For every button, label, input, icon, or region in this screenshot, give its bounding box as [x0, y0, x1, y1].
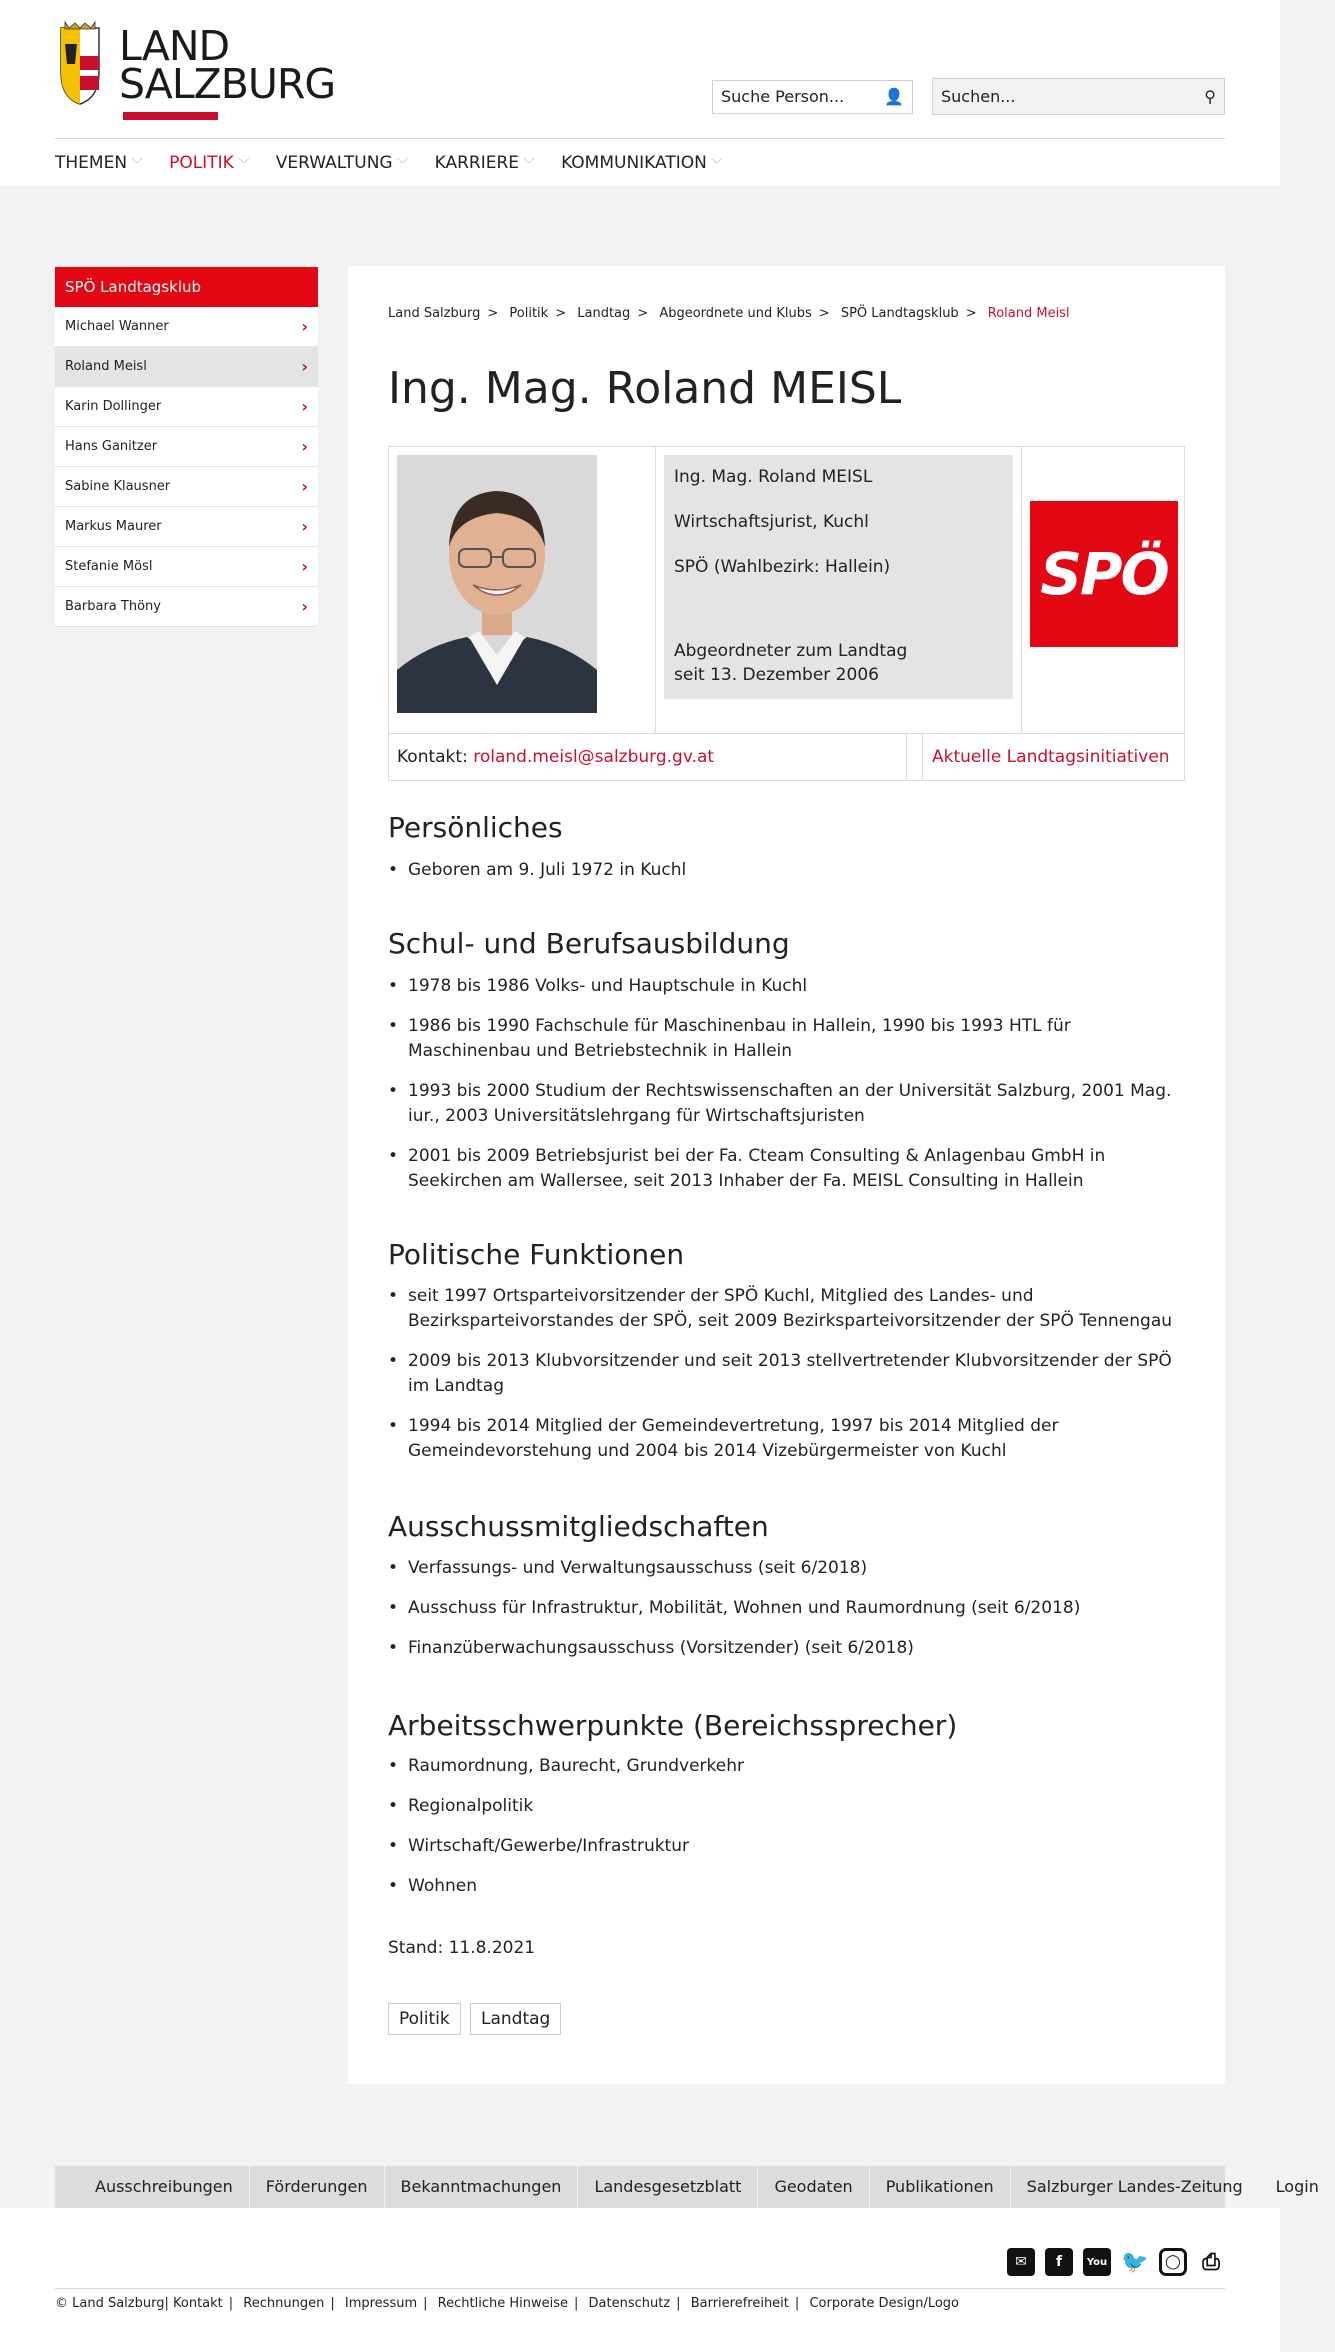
list-item: • Geboren am 9. Juli 1972 in Kuchl	[388, 858, 1178, 883]
sidebar-item-label: Karin Dollinger	[65, 399, 162, 414]
social-icons	[1007, 2248, 1225, 2276]
footer-link-publikationen[interactable]: Publikationen	[870, 2166, 1011, 2208]
breadcrumb-link[interactable]: Landtag	[577, 306, 631, 321]
profile-name: Ing. Mag. Roland MEISL	[674, 467, 873, 487]
site-search-input[interactable]	[932, 78, 1225, 115]
chevron-down-icon: ﹀	[710, 156, 723, 171]
legal-separator: |	[573, 2296, 579, 2311]
legal-link-rechnungen[interactable]: Rechnungen	[243, 2296, 325, 2311]
list-item: • 2001 bis 2009 Betriebsjurist bei der Fa. Cteam Consulting & Anlagenbau GmbH in Seekirchen am Wallersee, seit 2013 Inhaber der Fa. MEISL Consulting in Hallein	[388, 1144, 1178, 1194]
list-item: • Raumordnung, Baurecht, Grundverkehr	[388, 1754, 1178, 1779]
cell-divider	[922, 734, 923, 780]
footer-divider	[55, 2288, 1225, 2289]
photo-cell	[389, 447, 656, 733]
footer-link-login[interactable]: Login	[1275, 2177, 1319, 2196]
page-title: Ing. Mag. Roland MEISL	[388, 363, 902, 414]
section-heading-focus: Arbeitsschwerpunkte (Bereichssprecher)	[388, 1709, 958, 1742]
sidebar-item-barbara-thoeny[interactable]	[55, 587, 318, 627]
person-icon: 👤	[884, 87, 904, 106]
legal-link-rechtliche-hinweise[interactable]: Rechtliche Hinweise	[437, 2296, 568, 2311]
facebook-icon[interactable]: f	[1045, 2248, 1073, 2276]
section-heading-political: Politische Funktionen	[388, 1238, 685, 1271]
legal-link-datenschutz[interactable]: Datenschutz	[588, 2296, 671, 2311]
contact-row	[388, 733, 1185, 781]
print-icon[interactable]: ⎙	[1197, 2248, 1225, 2276]
sidebar-item-karin-dollinger[interactable]	[55, 387, 318, 427]
instagram-icon[interactable]: ◯	[1159, 2248, 1187, 2276]
contact-cell	[397, 734, 714, 780]
land-salzburg-logo[interactable]	[55, 22, 335, 122]
footer-link-ausschreibungen[interactable]: Ausschreibungen	[55, 2166, 250, 2208]
chevron-down-icon: ﹀	[237, 156, 250, 171]
chevron-right-icon: ›	[301, 597, 308, 616]
footer-link-bekanntmachungen[interactable]: Bekanntmachungen	[385, 2166, 579, 2208]
list-item: • Wirtschaft/Gewerbe/Infrastruktur	[388, 1834, 1178, 1859]
person-search-input[interactable]	[712, 80, 913, 114]
initiatives-cell	[932, 734, 1170, 780]
profile-card	[388, 446, 1185, 734]
contact-label: Kontakt:	[397, 747, 468, 767]
nav-label: KARRIERE	[434, 153, 520, 173]
legal-separator: |	[228, 2296, 234, 2311]
legal-separator: |	[676, 2296, 681, 2311]
party-logo-cell	[1021, 447, 1185, 733]
person-search-placeholder: Suche Person...	[721, 87, 845, 106]
list-item: • 1993 bis 2000 Studium der Rechtswissenschaften an der Universität Salzburg, 2001 Mag. iur., 2003 Universitätslehrgang für Wirtschaftsjuristen	[388, 1079, 1178, 1129]
nav-label: POLITIK	[169, 153, 234, 173]
chevron-right-icon: ›	[301, 357, 308, 376]
legal-link-corporate-design[interactable]: Corporate Design/Logo	[809, 2296, 959, 2311]
legal-link-kontakt[interactable]: Kontakt	[173, 2296, 223, 2311]
sidebar-item-label: Barbara Thöny	[65, 599, 161, 614]
nav-politik[interactable]	[169, 150, 250, 176]
sidebar-item-roland-meisl[interactable]	[55, 347, 318, 387]
sidebar-item-stefanie-moesl[interactable]	[55, 547, 318, 587]
breadcrumb-link[interactable]: Politik	[509, 306, 549, 321]
cell-divider	[906, 734, 907, 780]
legal-link-impressum[interactable]: Impressum	[344, 2296, 418, 2311]
legal-links	[55, 2296, 959, 2311]
chevron-right-icon: ›	[301, 397, 308, 416]
profile-role-since: seit 13. Dezember 2006	[674, 665, 879, 685]
section-heading-education: Schul- und Berufsausbildung	[388, 927, 790, 960]
logo-line-salzburg: SALZBURG	[119, 60, 336, 108]
legal-separator: |	[330, 2296, 335, 2311]
sidebar-item-label: Markus Maurer	[65, 519, 162, 534]
legal-separator: |	[794, 2296, 800, 2311]
list-item: • Finanzüberwachungsausschuss (Vorsitzender) (seit 6/2018)	[388, 1636, 1178, 1661]
nav-label: THEMEN	[55, 153, 128, 173]
sidebar-item-label: Sabine Klausner	[65, 479, 171, 494]
spo-party-logo: SPÖ	[1030, 501, 1178, 647]
email-icon[interactable]: ✉	[1007, 2248, 1035, 2276]
footer-links	[55, 2166, 1319, 2208]
sidebar-item-markus-maurer[interactable]	[55, 507, 318, 547]
list-item: • Ausschuss für Infrastruktur, Mobilität, Wohnen und Raumordnung (seit 6/2018)	[388, 1596, 1178, 1621]
profile-party: SPÖ (Wahlbezirk: Hallein)	[674, 557, 891, 577]
coat-of-arms-icon	[55, 22, 105, 106]
tag-politik[interactable]: Politik	[388, 2003, 461, 2035]
site-header	[0, 0, 1280, 186]
site-footer	[0, 2208, 1280, 2352]
list-item: • Verfassungs- und Verwaltungsausschuss (seit 6/2018)	[388, 1556, 1178, 1581]
list-item: • Wohnen	[388, 1874, 1178, 1899]
breadcrumb-separator: >	[965, 306, 977, 321]
twitter-icon[interactable]: 🐦	[1121, 2249, 1149, 2275]
chevron-right-icon: ›	[301, 517, 308, 536]
legal-separator: |	[423, 2296, 428, 2311]
chevron-down-icon: ﹀	[396, 156, 409, 171]
chevron-down-icon: ﹀	[523, 156, 536, 171]
legal-link-barrierefreiheit[interactable]: Barrierefreiheit	[690, 2296, 789, 2311]
sidebar-item-sabine-klausner[interactable]	[55, 467, 318, 507]
nav-themen[interactable]	[55, 150, 143, 176]
section-heading-committees: Ausschussmitgliedschaften	[388, 1510, 769, 1543]
nav-label: VERWALTUNG	[275, 153, 393, 173]
breadcrumb	[388, 306, 1070, 321]
profile-profession: Wirtschaftsjurist, Kuchl	[674, 512, 869, 532]
list-item: • 1986 bis 1990 Fachschule für Maschinenbau in Hallein, 1990 bis 1993 HTL für Maschinenbau und Betriebstechnik in Hallein	[388, 1014, 1178, 1064]
main-navigation	[55, 150, 749, 176]
copyright: © Land Salzburg|	[55, 2296, 169, 2311]
list-item: • 1978 bis 1986 Volks- und Hauptschule in Kuchl	[388, 974, 1178, 999]
logo-underline	[123, 112, 218, 120]
breadcrumb-link[interactable]: Land Salzburg	[388, 306, 481, 321]
profile-info	[664, 455, 1013, 699]
breadcrumb-separator: >	[487, 306, 499, 321]
footer-link-geodaten[interactable]: Geodaten	[758, 2166, 869, 2208]
footer-link-landesgesetzblatt[interactable]: Landesgesetzblatt	[578, 2166, 758, 2208]
chevron-right-icon: ›	[301, 437, 308, 456]
portrait-illustration	[397, 455, 597, 713]
sidebar-item-label: Michael Wanner	[65, 319, 169, 334]
sidebar-item-michael-wanner[interactable]	[55, 307, 318, 347]
sidebar-item-label: Roland Meisl	[65, 359, 147, 374]
last-updated: Stand: 11.8.2021	[388, 1938, 536, 1958]
site-search-placeholder: Suchen...	[941, 87, 1016, 106]
section-heading-personal: Persönliches	[388, 811, 563, 844]
sidebar	[55, 267, 318, 627]
list-item: • 2009 bis 2013 Klubvorsitzender und seit 2013 stellvertretender Klubvorsitzender der SPÖ im Landtag	[388, 1349, 1178, 1399]
footer-link-foerderungen[interactable]: Förderungen	[250, 2166, 385, 2208]
nav-kommunikation[interactable]	[561, 150, 723, 176]
sidebar-item-label: Stefanie Mösl	[65, 559, 153, 574]
nav-label: KOMMUNIKATION	[561, 153, 707, 173]
youtube-icon[interactable]: You	[1083, 2248, 1111, 2276]
list-item: • 1994 bis 2014 Mitglied der Gemeindevertretung, 1997 bis 2014 Mitglied der Gemeindevorstehung und 2004 bis 2014 Vizebürgermeister von Kuchl	[388, 1414, 1178, 1464]
search-icon: ⚲	[1204, 87, 1216, 106]
sidebar-item-label: Hans Ganitzer	[65, 439, 158, 454]
breadcrumb-separator: >	[637, 306, 649, 321]
breadcrumb-current: Roland Meisl	[987, 306, 1070, 321]
breadcrumb-link[interactable]: SPÖ Landtagsklub	[840, 306, 959, 321]
profile-role: Abgeordneter zum Landtag	[674, 641, 908, 661]
logo-line-land: LAND	[119, 22, 230, 70]
main-content	[348, 266, 1225, 2084]
portrait-photo	[397, 455, 597, 713]
list-item: • Regionalpolitik	[388, 1794, 1178, 1819]
chevron-right-icon: ›	[301, 557, 308, 576]
breadcrumb-link[interactable]: Abgeordnete und Klubs	[659, 306, 812, 321]
tag-landtag[interactable]: Landtag	[470, 2003, 561, 2035]
footer-link-landes-zeitung[interactable]: Salzburger Landes-Zeitung	[1011, 2166, 1260, 2208]
chevron-right-icon: ›	[301, 477, 308, 496]
sidebar-item-hans-ganitzer[interactable]	[55, 427, 318, 467]
list-item: • seit 1997 Ortsparteivorsitzender der SPÖ Kuchl, Mitglied des Landes- und Bezirksparteivorstandes der SPÖ, seit 2009 Bezirksparteivorsitzender der SPÖ Tennengau	[388, 1284, 1178, 1334]
breadcrumb-separator: >	[818, 306, 830, 321]
breadcrumb-separator: >	[555, 306, 567, 321]
chevron-down-icon: ﹀	[131, 156, 144, 171]
header-divider	[55, 138, 1225, 139]
sidebar-title[interactable]: SPÖ Landtagsklub	[55, 267, 318, 307]
nav-verwaltung[interactable]	[276, 150, 409, 176]
email-link[interactable]: roland.meisl@salzburg.gv.at	[473, 747, 715, 767]
nav-karriere[interactable]	[435, 150, 535, 176]
chevron-right-icon: ›	[301, 317, 308, 336]
initiatives-link[interactable]: Aktuelle Landtagsinitiativen	[932, 747, 1170, 767]
